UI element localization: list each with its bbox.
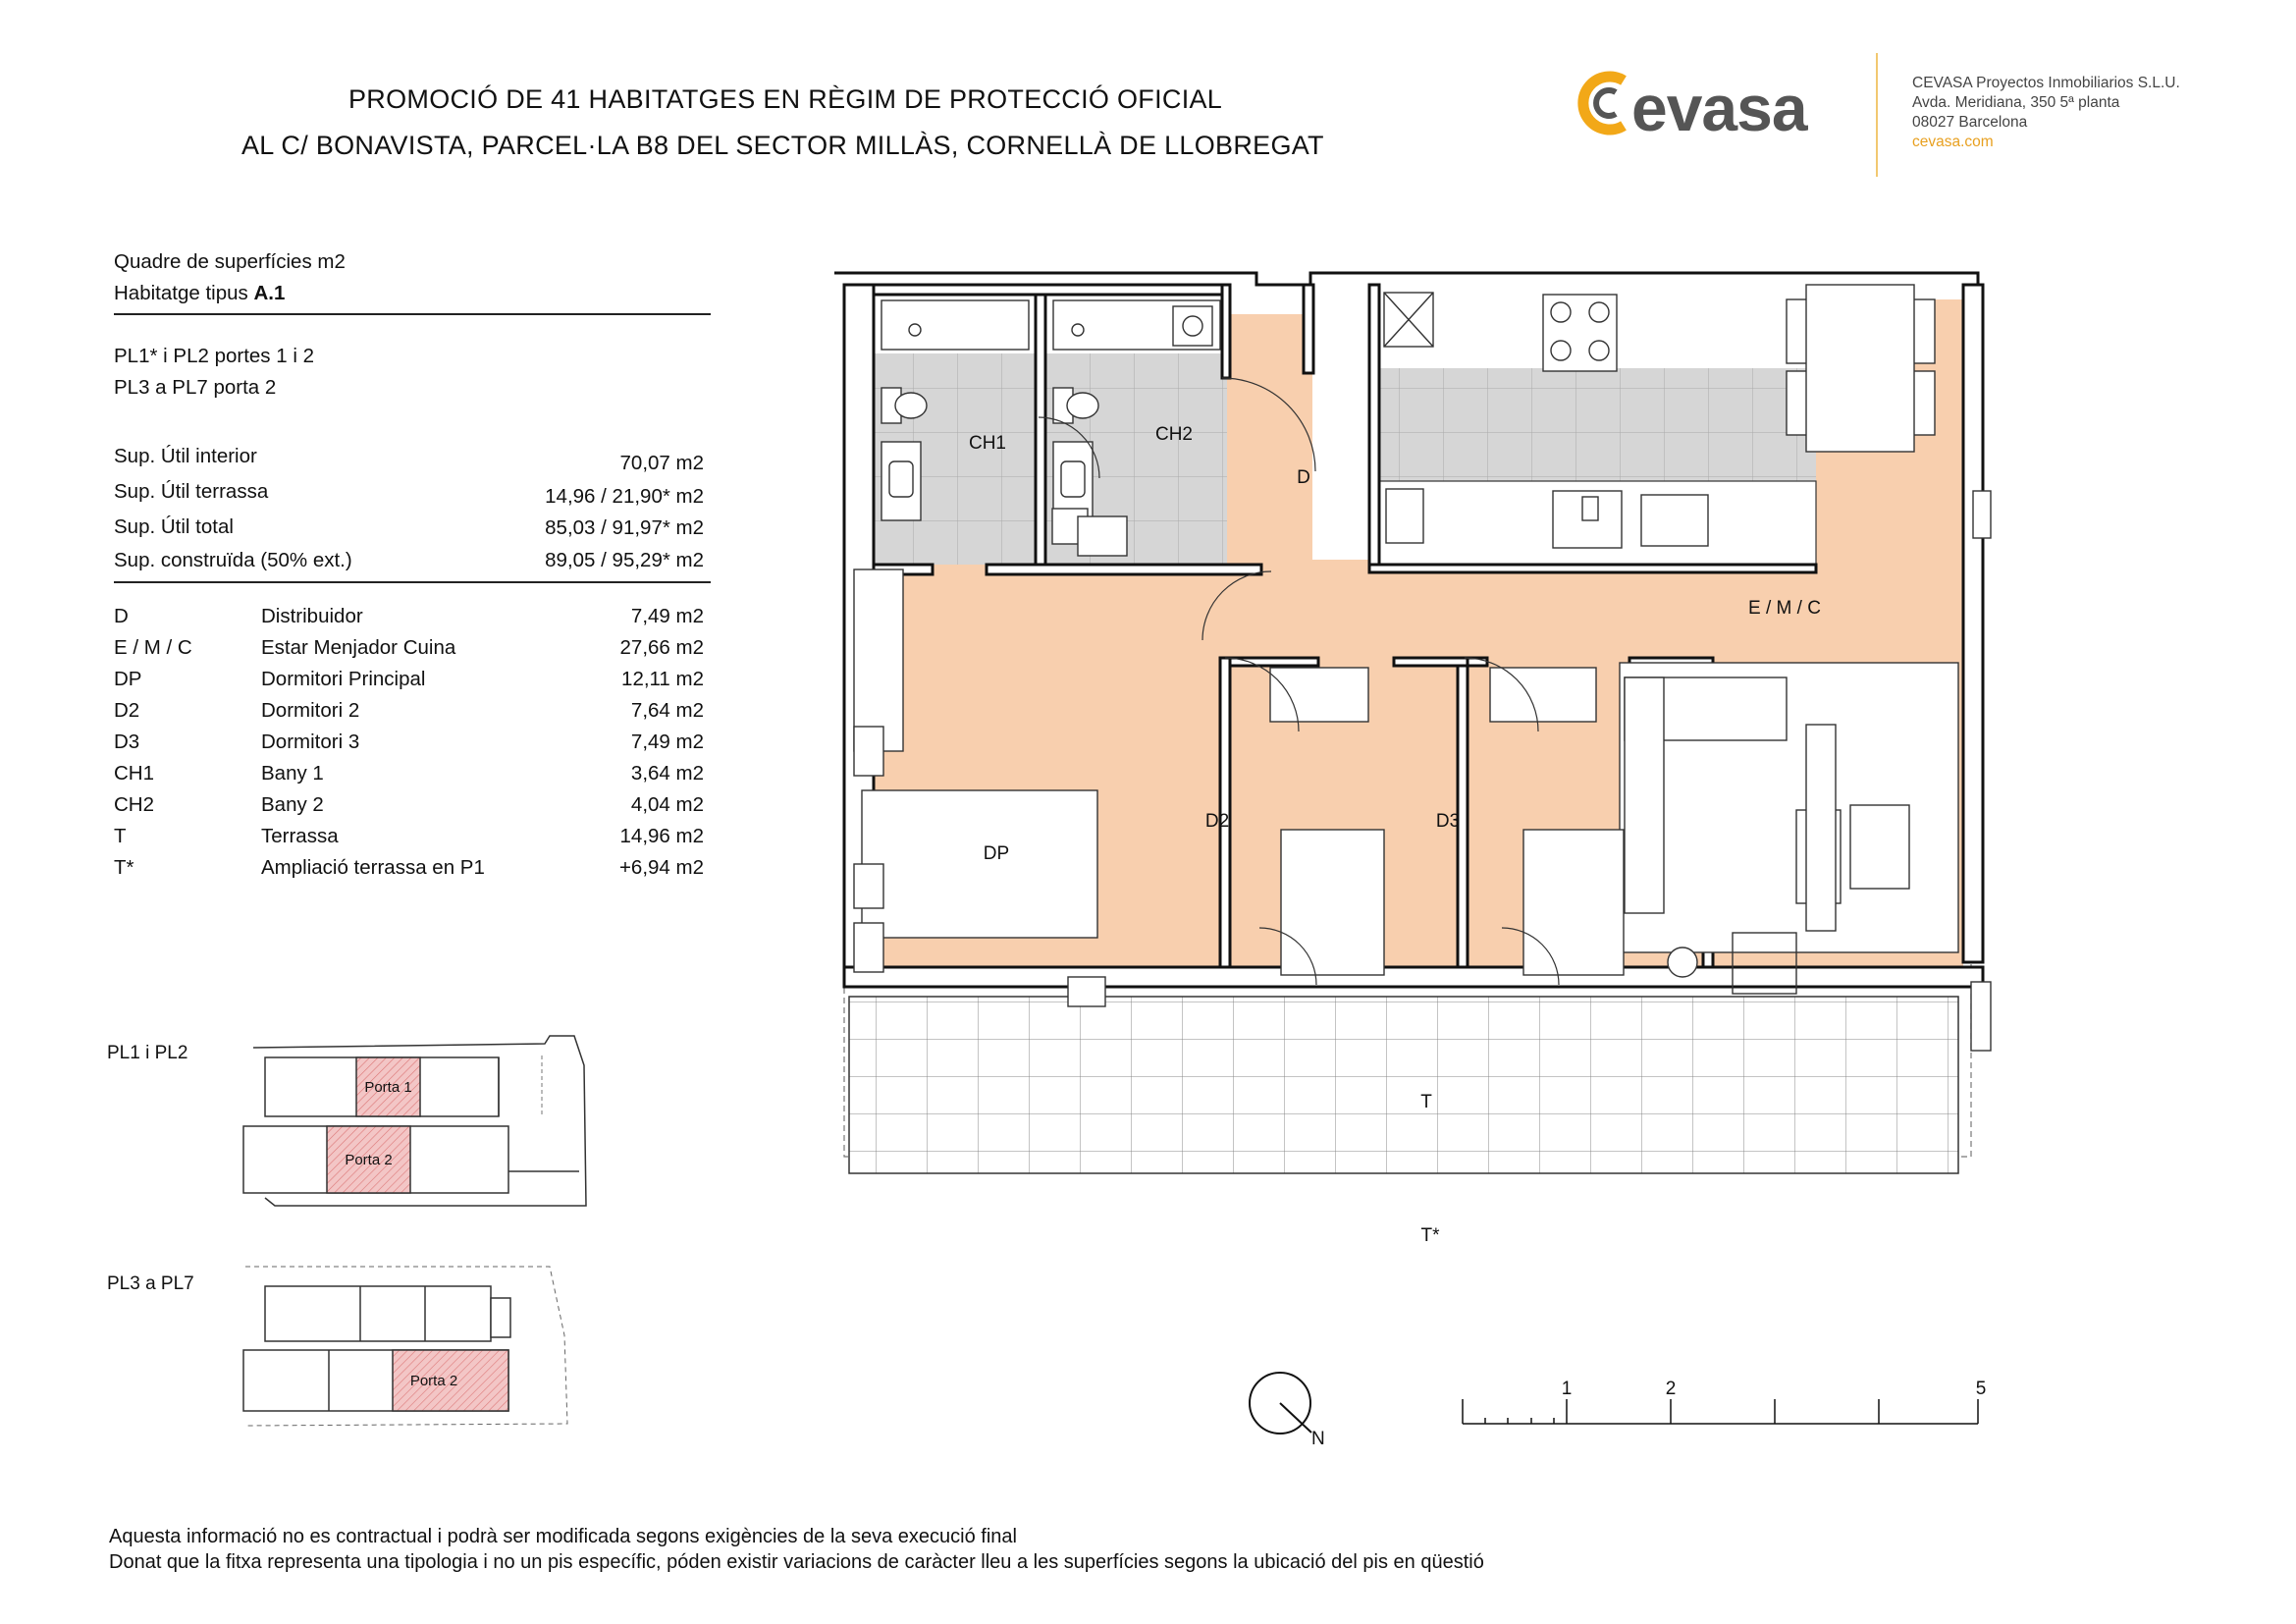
- room-name: Terrassa: [261, 825, 339, 847]
- surfaces-heading: Quadre de superfícies m2: [114, 250, 346, 273]
- room-name: Distribuidor: [261, 605, 363, 627]
- title-line-1: PROMOCIÓ DE 41 HABITATGES EN RÈGIM DE PROTECCIÓ OFICIAL: [348, 84, 1223, 114]
- summary-value: 89,05 / 95,29* m2: [545, 549, 704, 571]
- room-value: +6,94 m2: [618, 856, 704, 879]
- label-ch1: CH1: [968, 433, 1007, 454]
- room-code: D: [114, 605, 129, 627]
- label-d: D: [1297, 467, 1310, 488]
- terrace: [849, 997, 1958, 1173]
- disclaimer-line-1: Aquesta informació no es contractual i podrà ser modificada segons exigències de la seva execució final: [109, 1526, 1017, 1547]
- label-d2: D2: [1204, 811, 1230, 832]
- room-code: CH2: [114, 793, 155, 816]
- room-name: Bany 1: [261, 762, 324, 785]
- room-name: Dormitori Principal: [261, 668, 426, 690]
- title-line-2: AL C/ BONAVISTA, PARCEL·LA B8 DEL SECTOR MILLÀS, CORNELLÀ DE LLOBREGAT: [241, 131, 1324, 160]
- dining-set: [1787, 285, 1935, 452]
- label-t: T: [1420, 1092, 1432, 1112]
- summary-value: 85,03 / 91,97* m2: [545, 516, 704, 539]
- summary-value: 14,96 / 21,90* m2: [545, 485, 704, 508]
- summary-label: Sup. Útil interior: [114, 445, 257, 467]
- room-name: Bany 2: [261, 793, 324, 816]
- logo-divider: [1876, 53, 1878, 177]
- key-plan-1-door-2: Porta 2: [345, 1152, 393, 1168]
- floor-plan: [825, 255, 1993, 1316]
- key-plan-2: [226, 1257, 599, 1443]
- label-d3: D3: [1435, 811, 1461, 832]
- room-value: 27,66 m2: [619, 636, 704, 659]
- room-name: Estar Menjador Cuina: [261, 636, 456, 659]
- summary-label: Sup. Útil terrassa: [114, 480, 269, 503]
- room-code: T: [114, 825, 127, 847]
- label-dp: DP: [983, 843, 1010, 864]
- summary-label: Sup. Útil total: [114, 515, 234, 538]
- room-value: 7,49 m2: [630, 731, 704, 753]
- key-plan-2-label: PL3 a PL7: [107, 1273, 194, 1294]
- company-city: 08027 Barcelona: [1912, 114, 2028, 131]
- room-code: T*: [114, 856, 134, 879]
- room-value: 4,04 m2: [630, 793, 704, 816]
- north-label: N: [1311, 1429, 1325, 1449]
- label-tstar: T*: [1420, 1225, 1440, 1246]
- room-value: 12,11 m2: [621, 668, 704, 690]
- scale-bar: [1453, 1375, 2002, 1443]
- living-furniture: [1620, 663, 1958, 994]
- room-code: D3: [114, 731, 140, 753]
- dwelling-type: [114, 282, 285, 305]
- company-address: [1912, 74, 2180, 152]
- cevasa-logo: [1573, 69, 1838, 144]
- table-rule-top: [114, 313, 711, 315]
- room-code: E / M / C: [114, 636, 192, 659]
- label-emc: E / M / C: [1748, 598, 1821, 619]
- room-code: CH1: [114, 762, 155, 785]
- room-code: D2: [114, 699, 140, 722]
- room-value: 7,64 m2: [630, 699, 704, 722]
- scale-tick-2: 2: [1665, 1379, 1677, 1399]
- summary-value: 70,07 m2: [619, 452, 704, 474]
- key-plan-1: [226, 1026, 599, 1213]
- room-value: 7,49 m2: [630, 605, 704, 627]
- room-value: 3,64 m2: [630, 762, 704, 785]
- label-ch2: CH2: [1154, 424, 1194, 445]
- company-street: Avda. Meridiana, 350 5ª planta: [1912, 94, 2120, 111]
- key-plan-1-door-1: Porta 1: [364, 1079, 412, 1096]
- dwelling-type-prefix: Habitatge tipus: [114, 282, 248, 304]
- summary-label: Sup. construïda (50% ext.): [114, 549, 352, 571]
- disclaimer-line-2: Donat que la fitxa representa una tipologia i no un pis específic, póden existir variacions de caràcter lleu a les superfícies segons la ubicació del pis en qüestió: [109, 1551, 1484, 1573]
- table-rule-mid: [114, 581, 711, 583]
- floors-line-1: PL1* i PL2 portes 1 i 2: [114, 345, 314, 367]
- room-name: Dormitori 2: [261, 699, 360, 722]
- room-name: Ampliació terrassa en P1: [261, 856, 485, 879]
- floors-line-2: PL3 a PL7 porta 2: [114, 376, 277, 399]
- dwelling-type-code: A.1: [253, 282, 286, 304]
- scale-tick-5: 5: [1975, 1379, 1987, 1399]
- company-name: CEVASA Proyectos Inmobiliarios S.L.U.: [1912, 75, 2180, 91]
- room-name: Dormitori 3: [261, 731, 360, 753]
- kitchen-tiles: [1379, 368, 1816, 484]
- key-plan-1-label: PL1 i PL2: [107, 1043, 188, 1063]
- company-web[interactable]: cevasa.com: [1912, 134, 1994, 150]
- logo-wordmark: evasa: [1631, 72, 1807, 144]
- room-value: 14,96 m2: [619, 825, 704, 847]
- scale-tick-1: 1: [1561, 1379, 1573, 1399]
- key-plan-2-door: Porta 2: [409, 1373, 458, 1389]
- room-code: DP: [114, 668, 142, 690]
